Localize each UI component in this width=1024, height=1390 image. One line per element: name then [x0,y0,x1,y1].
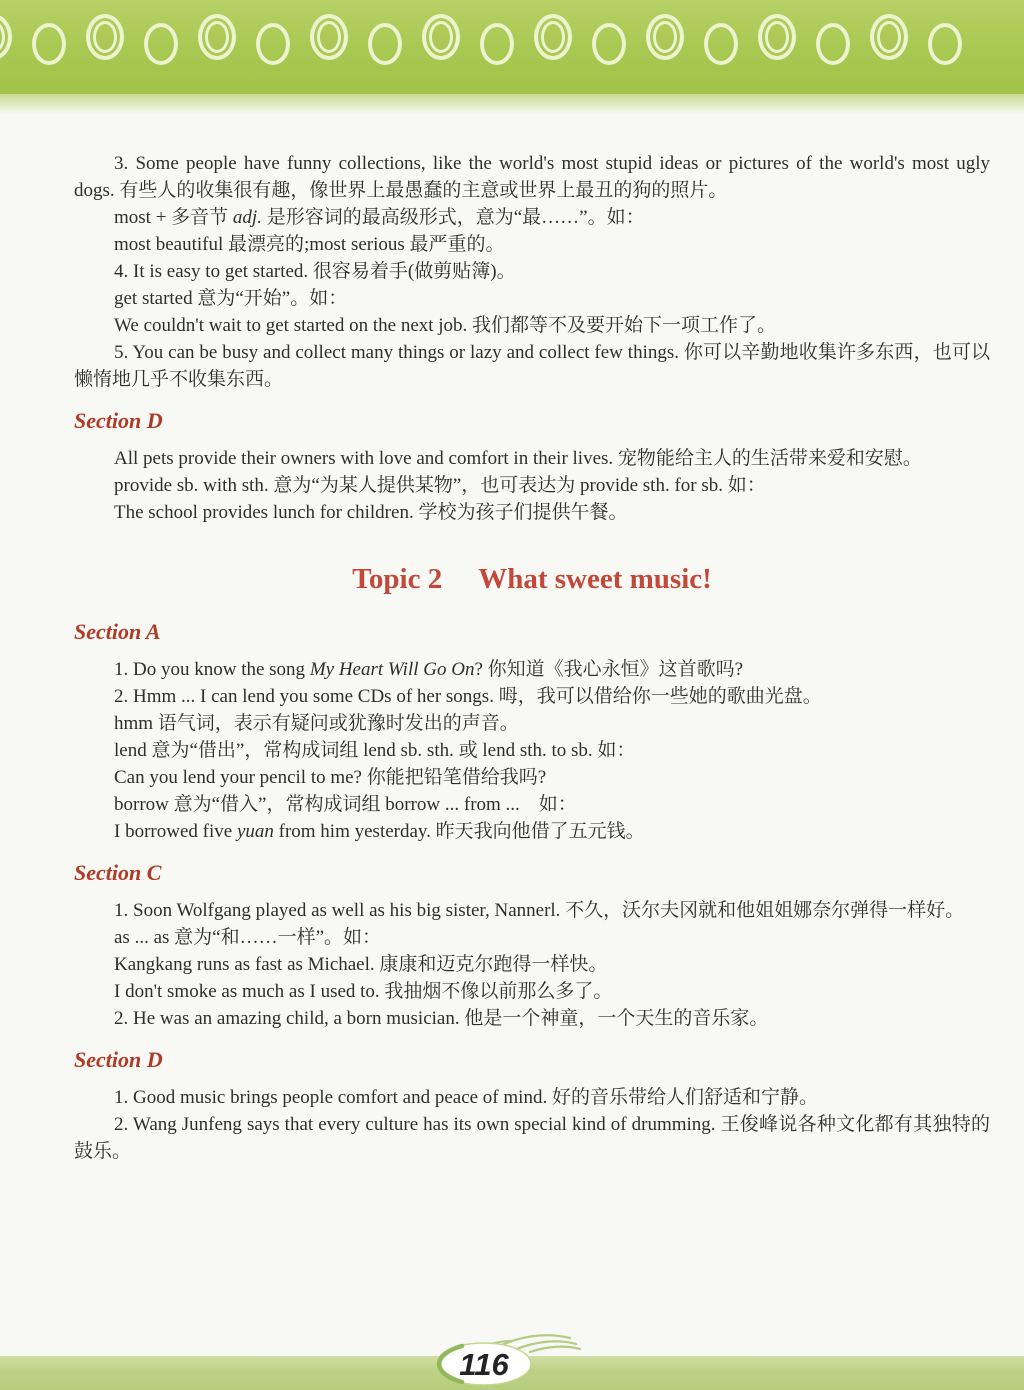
text-run: 是形容词的最高级形式，意为“最……”。如： [261,207,645,228]
paragraph [74,472,990,499]
text-run: My Heart Will Go On [309,659,475,680]
single-ring-icon [816,23,850,65]
double-ring-icon [646,14,684,60]
page-number: 116 [459,1347,509,1382]
page-content [74,150,990,1165]
paragraph [74,285,990,312]
text-run: lend 意为“借出”，常构成词组 lend sb. sth. 或 lend sth. to sb. 如： [114,740,636,761]
paragraph [74,1111,990,1165]
paragraph [74,656,990,683]
header-fade-strip [0,94,1024,114]
double-ring-icon [86,14,124,60]
text-run: We couldn't wait to get started on the next job. 我们都等不及要开始下一项工作了。 [114,315,777,336]
text-run: 2. Wang Junfeng says that every culture has its own special kind of drumming. 王俊峰说各种文化都有其独特的鼓乐。 [74,1114,990,1162]
section-heading: Section A [74,619,161,644]
text-run: yuan [236,821,274,842]
text-run: get started 意为“开始”。如： [114,288,348,309]
circle-ring-decoration [0,14,1024,60]
paragraph [74,339,990,393]
text-run: hmm 语气词，表示有疑问或犹豫时发出的声音。 [114,713,519,734]
paragraph [74,1005,990,1032]
text-run: 2. Hmm ... I can lend you some CDs of her songs. 呣，我可以借给你一些她的歌曲光盘。 [114,686,822,707]
text-run: 1. Good music brings people comfort and peace of mind. 好的音乐带给人们舒适和宁静。 [114,1087,818,1108]
topic-heading [74,562,990,596]
text-run: 1. Soon Wolfgang played as well as his big sister, Nannerl. 不久，沃尔夫冈就和他姐姐娜奈尔弹得一样好。 [114,900,965,921]
double-ring-icon [758,14,796,60]
paragraph [74,445,990,472]
section-heading: Section D [74,1047,163,1072]
text-run: Kangkang runs as fast as Michael. 康康和迈克尔跑得一样快。 [114,954,608,975]
single-ring-icon [32,23,66,65]
text-run: most + 多音节 [114,207,233,228]
paragraph [74,897,990,924]
text-run: I don't smoke as much as I used to. 我抽烟不像以前那么多了。 [114,981,613,1002]
paragraph [74,737,990,764]
text-run: All pets provide their owners with love and comfort in their lives. 宠物能给主人的生活带来爱和安慰。 [114,448,922,469]
text-run: 3. Some people have funny collections, like the world's most stupid ideas or pictures of the world's most ugly dogs. 有些人的收集很有趣，像世界上最愚蠢的主意或世界上最丑的狗的照片。 [74,153,990,201]
paragraph [74,978,990,1005]
paragraph [74,924,990,951]
text-run: most beautiful 最漂亮的;most serious 最严重的。 [114,234,505,255]
single-ring-icon [144,23,178,65]
single-ring-icon [368,23,402,65]
paragraph [74,818,990,845]
topic-title: What sweet music! [478,563,712,595]
paragraph [74,258,990,285]
paragraph [74,683,990,710]
single-ring-icon [928,23,962,65]
text-run: 1. Do you know the song [114,659,310,680]
double-ring-icon [534,14,572,60]
paragraph [74,231,990,258]
text-run: 4. It is easy to get started. 很容易着手(做剪贴簿)。 [114,261,516,282]
double-ring-icon [422,14,460,60]
section-heading: Section C [74,860,162,885]
double-ring-icon [198,14,236,60]
text-run: 2. He was an amazing child, a born musician. 他是一个神童，一个天生的音乐家。 [114,1008,769,1029]
paragraph [74,710,990,737]
text-run: 5. You can be busy and collect many things or lazy and collect few things. 你可以辛勤地收集许多东西，也可以懒惰地几乎不收集东西。 [74,342,990,390]
paragraph [74,764,990,791]
text-run: provide sb. with sth. 意为“为某人提供某物”，也可表达为 provide sth. for sb. 如： [114,475,766,496]
text-run: ? 你知道《我心永恒》这首歌吗? [474,659,744,680]
single-ring-icon [480,23,514,65]
paragraph [74,312,990,339]
decorative-header-band [0,0,1024,94]
text-run: adj. [232,207,262,228]
double-ring-icon [0,14,12,60]
double-ring-icon [310,14,348,60]
text-run: borrow 意为“借入”，常构成词组 borrow ... from ... 如： [114,794,577,815]
single-ring-icon [592,23,626,65]
topic-label: Topic 2 [352,563,443,595]
double-ring-icon [870,14,908,60]
text-run: The school provides lunch for children. 学校为孩子们提供午餐。 [114,502,628,523]
paragraph [74,204,990,231]
paragraph [74,791,990,818]
page-number-badge [418,1326,598,1388]
paragraph [74,150,990,204]
text-run: from him yesterday. 昨天我向他借了五元钱。 [273,821,645,842]
text-run: Can you lend your pencil to me? 你能把铅笔借给我吗? [114,767,547,788]
single-ring-icon [704,23,738,65]
paragraph [74,951,990,978]
single-ring-icon [256,23,290,65]
text-run: as ... as 意为“和……一样”。如： [114,927,382,948]
paragraph [74,1084,990,1111]
section-heading: Section D [74,408,163,433]
text-run: I borrowed five [114,821,237,842]
paragraph [74,499,990,526]
